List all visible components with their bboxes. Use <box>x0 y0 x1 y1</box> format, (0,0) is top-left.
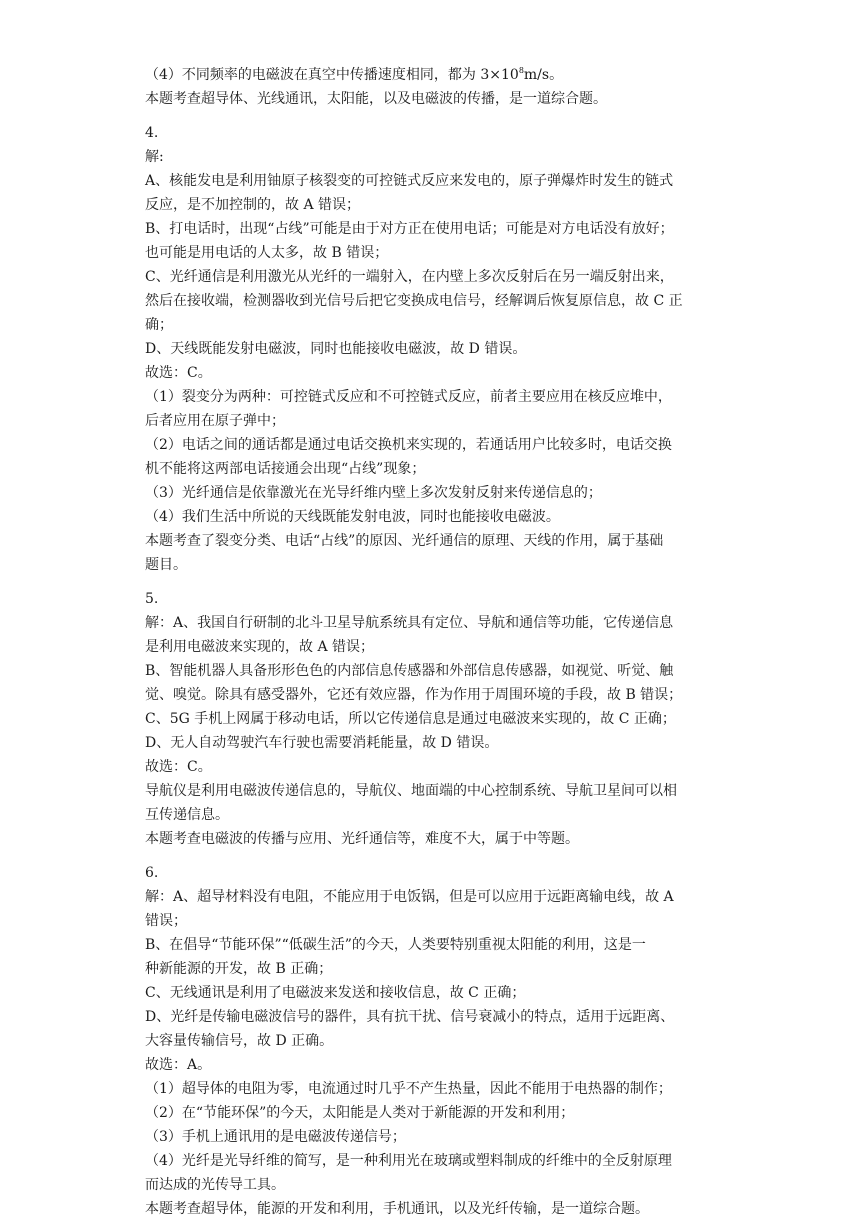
q4-body <box>145 145 725 577</box>
text-line: 题目。 <box>145 557 187 573</box>
spacer <box>145 111 725 121</box>
text-line: 故选：A。 <box>145 1057 212 1073</box>
text-line: 确； <box>145 317 173 333</box>
exponent: 8 <box>518 66 524 75</box>
text-line: 故选：C。 <box>145 759 212 775</box>
question-number: 5. <box>145 591 159 607</box>
text-line: 觉、嗅觉。除具有感受器外，它还有效应器，作为作用于周围环境的手段，故 B 错误； <box>145 687 683 703</box>
text-line: D、天线既能发射电磁波，同时也能接收电磁波，故 D 错误。 <box>145 341 527 357</box>
q3-summary: 本题考查超导体、光线通讯，太阳能，以及电磁波的传播，是一道综合题。 <box>145 91 607 107</box>
q3-point-4-text: （4）不同频率的电磁波在真空中传播速度相同，都为 3×10 <box>145 67 519 83</box>
text-line: 后者应用在原子弹中； <box>145 413 285 429</box>
text-line: 错误； <box>145 913 187 929</box>
text-line: C、5G 手机上网属于移动电话，所以它传递信息是通过电磁波来实现的，故 C 正确； <box>145 711 676 727</box>
text-line: 解：A、我国自行研制的北斗卫星导航系统具有定位、导航和通信等功能，它传递信息 <box>145 615 674 631</box>
text-line: A、核能发电是利用铀原子核裂变的可控链式反应来发电的，原子弹爆炸时发生的链式 <box>145 173 674 189</box>
text-line: 解：A、超导材料没有电阻，不能应用于电饭锅，但是可以应用于远距离输电线，故 A <box>145 889 674 905</box>
text-line: （3）光纤通信是依靠激光在光导纤维内壁上多次发射反射来传递信息的； <box>145 485 602 501</box>
spacer <box>145 851 725 861</box>
question-6 <box>145 861 725 1221</box>
text-line: D、无人自动驾驶汽车行驶也需要消耗能量，故 D 错误。 <box>145 735 499 751</box>
text-line: 而达成的光传导工具。 <box>145 1177 285 1193</box>
text-line: 故选：C。 <box>145 365 212 381</box>
spacer <box>145 577 725 587</box>
text-line: 本题考查超导体，能源的开发和利用，手机通讯，以及光纤传输，是一道综合题。 <box>145 1201 649 1217</box>
text-line: （4）光纤是光导纤维的简写，是一种利用光在玻璃或塑料制成的纤维中的全反射原理 <box>145 1153 672 1169</box>
text-line: 大容量传输信号，故 D 正确。 <box>145 1033 334 1049</box>
text-line: B、打电话时，出现“占线”可能是由于对方正在使用电话；可能是对方电话没有放好； <box>145 221 674 237</box>
q5-body <box>145 611 725 851</box>
text-line: 本题考查电磁波的传播与应用、光纤通信等，难度不大，属于中等题。 <box>145 831 579 847</box>
text-line: （2）电话之间的通话都是通过电话交换机来实现的，若通话用户比较多时，电话交换 <box>145 437 672 453</box>
text-line: 然后在接收端，检测器收到光信号后把它变换成电信号，经解调后恢复原信息，故 C 正 <box>145 293 683 309</box>
q3-point-4 <box>145 63 725 87</box>
document-page <box>145 63 725 1221</box>
text-line: 反应，是不加控制的，故 A 错误； <box>145 197 361 213</box>
text-line: 解: <box>145 149 164 165</box>
text-line: D、光纤是传输电磁波信号的器件，具有抗干扰、信号衰减小的特点，适用于远距离、 <box>145 1009 675 1025</box>
text-line: （1）超导体的电阻为零，电流通过时几乎不产生热量，因此不能用于电热器的制作； <box>145 1081 672 1097</box>
text-line: 本题考查了裂变分类、电话“占线”的原因、光纤通信的原理、天线的作用，属于基础 <box>145 533 664 549</box>
question-number: 4. <box>145 125 159 141</box>
unit-text: m/s。 <box>523 67 564 83</box>
text-line: C、光纤通信是利用激光从光纤的一端射入，在内壁上多次反射后在另一端反射出来， <box>145 269 674 285</box>
q6-body <box>145 885 725 1221</box>
text-line: 互传递信息。 <box>145 807 229 823</box>
question-4 <box>145 121 725 577</box>
text-line: 也可能是用电话的人太多，故 B 错误； <box>145 245 389 261</box>
text-line: B、智能机器人具备形形色色的内部信息传感器和外部信息传感器，如视觉、听觉、触 <box>145 663 674 679</box>
text-line: （2）在“节能环保”的今天，太阳能是人类对于新能源的开发和利用； <box>145 1105 575 1121</box>
text-line: 是利用电磁波来实现的，故 A 错误； <box>145 639 375 655</box>
text-line: 导航仪是利用电磁波传递信息的，导航仪、地面端的中心控制系统、导航卫星间可以相 <box>145 783 677 799</box>
text-line: 机不能将这两部电话接通会出现“占线”现象； <box>145 461 426 477</box>
question-number: 6. <box>145 865 159 881</box>
text-line: C、无线通讯是利用了电磁波来发送和接收信息，故 C 正确； <box>145 985 526 1001</box>
text-line: B、在倡导“节能环保”“低碳生活”的今天，人类要特别重视太阳能的利用，这是一 <box>145 937 646 953</box>
text-line: （3）手机上通讯用的是电磁波传递信号； <box>145 1129 406 1145</box>
text-line: （1）裂变分为两种：可控链式反应和不可控链式反应，前者主要应用在核反应堆中， <box>145 389 672 405</box>
text-line: （4）我们生活中所说的天线既能发射电波，同时也能接收电磁波。 <box>145 509 560 525</box>
question-5 <box>145 587 725 851</box>
text-line: 种新能源的开发，故 B 正确； <box>145 961 333 977</box>
